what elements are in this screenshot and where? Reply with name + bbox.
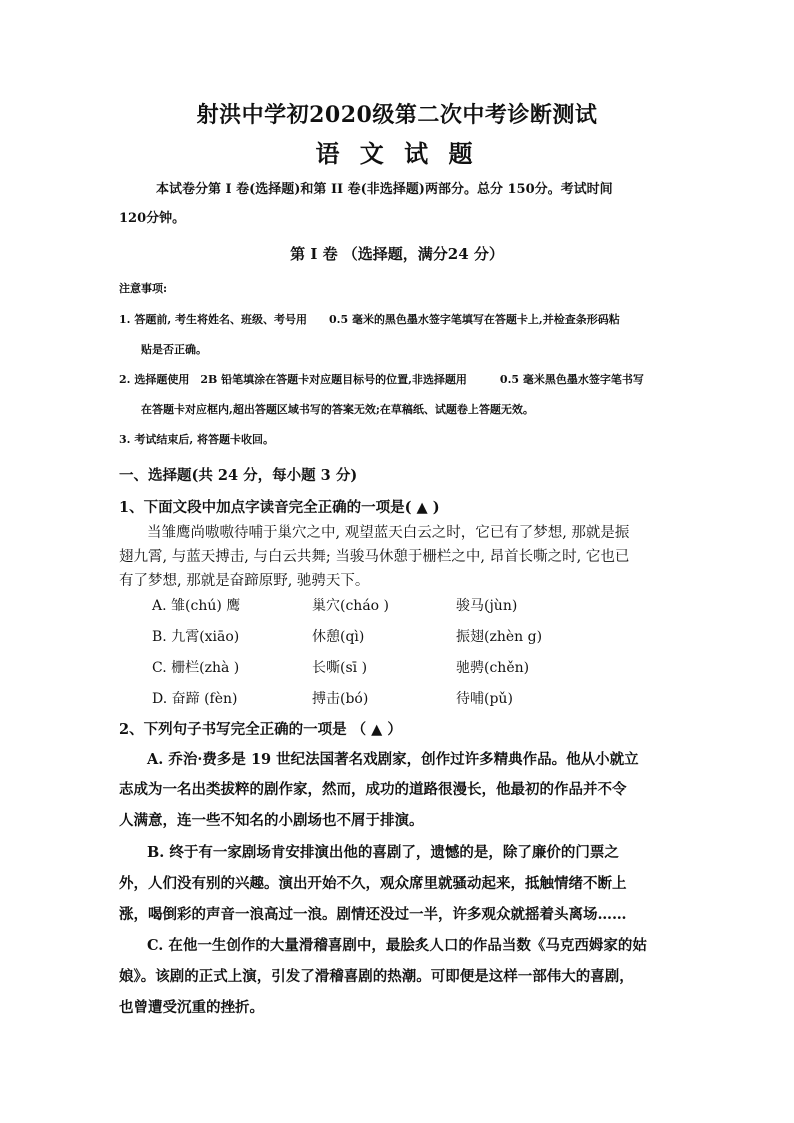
exam-title: 射洪中学初2020级第二次中考诊断测试	[196, 102, 598, 128]
q2-line-5: 外，人们没有别的兴趣。演出开始不久，观众席里就骚动起来，抵触情绪不断上	[119, 875, 627, 892]
intro-line-2: 120分钟。	[119, 211, 186, 226]
note-line-1: 1. 答题前, 考生将姓名、班级、考号用 0.5 毫米的黑色墨水签字笔填写在答题卡上,并检查条形码粘	[119, 313, 620, 326]
q1-option-d-2: 搏击(bó)	[312, 691, 369, 707]
note-line-3: 2. 选择题使用 2B 铅笔填涂在答题卡对应题目标号的位置,非选择题用 0.5 毫米黑色墨水签字笔书写	[119, 373, 644, 386]
q1-option-b-3: 振翅(zhèn g)	[456, 629, 543, 645]
exam-subtitle: 语 文 试 题	[315, 139, 479, 168]
q1-passage-line-3: 有了梦想, 那就是奋蹄原野, 驰骋天下。	[119, 573, 370, 589]
q2-line-3: 人满意，连一些不知名的小剧场也不屑于排演。	[119, 812, 424, 829]
q1-option-a-3: 骏马(jùn)	[456, 598, 518, 614]
q2-line-4: B. 终于有一家剧场肯安排演出他的喜剧了，遗憾的是，除了廉价的门票之	[147, 844, 619, 861]
q2-line-6: 涨，喝倒彩的声音一浪高过一浪。剧情还没过一半，许多观众就摇着头离场……	[119, 906, 627, 923]
q1-option-d-3: 待哺(pǔ)	[456, 691, 513, 707]
q2-line-1: A. 乔治·费多是 19 世纪法国著名戏剧家，创作过许多精典作品。他从小就立	[147, 751, 639, 768]
q2-stem: 2、下列句子书写完全正确的一项是 （ ▲ ）	[119, 721, 402, 738]
notes-title: 注意事项:	[119, 282, 168, 295]
part1-heading: 一、选择题(共 24 分，每小题 3 分)	[119, 467, 358, 484]
section-heading: 第 I 卷 （选择题，满分24 分）	[290, 245, 504, 263]
q1-option-a-2: 巢穴(cháo )	[312, 598, 390, 614]
q2-line-9: 也曾遭受沉重的挫折。	[119, 999, 264, 1016]
q1-option-b-1: B. 九霄(xiāo)	[152, 629, 240, 645]
q1-option-c-1: C. 栅栏(zhà )	[152, 660, 240, 676]
note-line-2: 贴是否正确。	[141, 343, 207, 356]
q1-stem: 1、下面文段中加点字读音完全正确的一项是( ▲ )	[119, 499, 440, 516]
q1-passage-line-2: 翅九霄, 与蓝天搏击, 与白云共舞; 当骏马休憩于栅栏之中, 昂首长嘶之时, 它也已	[119, 549, 630, 565]
intro-line-1: 本试卷分第 I 卷(选择题)和第 II 卷(非选择题)两部分。总分 150分。考试时间	[156, 182, 613, 197]
note-line-5: 3. 考试结束后, 将答题卡收回。	[119, 433, 274, 446]
q1-option-d-1: D. 奋蹄 (fèn)	[152, 691, 238, 707]
q2-line-7: C. 在他一生创作的大量滑稽喜剧中，最脍炙人口的作品当数《马克西姆家的姑	[147, 937, 647, 954]
q1-option-c-2: 长嘶(sī )	[312, 660, 368, 676]
q1-passage-line-1: 当雏鹰尚嗷嗷待哺于巢穴之中, 观望蓝天白云之时，它已有了梦想, 那就是振	[147, 525, 630, 541]
q1-option-a-1: A. 雏(chú) 鹰	[152, 598, 241, 614]
note-line-4: 在答题卡对应框内,超出答题区域书写的答案无效;在草稿纸、试题卷上答题无效。	[141, 403, 534, 416]
q2-line-8: 娘》。该剧的正式上演，引发了滑稽喜剧的热潮。可即便是这样一部伟大的喜剧，	[119, 968, 634, 985]
q1-option-b-2: 休憩(qì)	[312, 629, 365, 645]
q1-option-c-3: 驰骋(chěn)	[456, 660, 530, 676]
q2-line-2: 志成为一名出类拔粹的剧作家，然而，成功的道路很漫长，他最初的作品并不令	[119, 781, 627, 798]
